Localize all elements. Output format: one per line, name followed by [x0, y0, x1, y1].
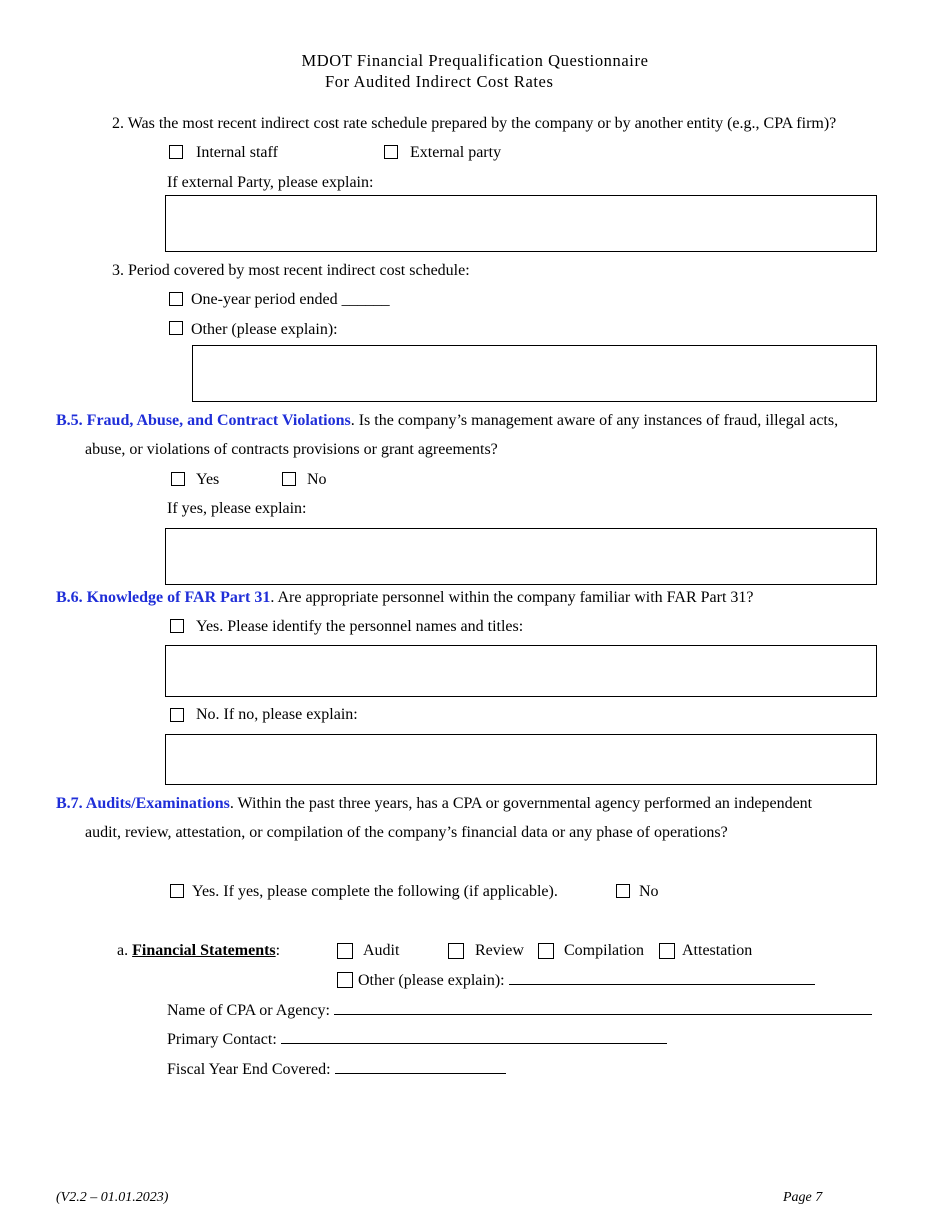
fs-other-checkbox[interactable]	[337, 972, 353, 988]
b5-no-label: No	[307, 471, 327, 488]
b6-explain-field[interactable]	[165, 734, 877, 785]
b7-no-checkbox[interactable]	[616, 884, 630, 898]
external-party-label: External party	[410, 144, 502, 161]
cpa-name-line	[167, 1000, 872, 1021]
q3-other-explain-field[interactable]	[192, 345, 877, 402]
internal-staff-label: Internal staff	[196, 144, 278, 161]
b5-yes-label: Yes	[196, 471, 220, 488]
cpa-name-label: Name of CPA or Agency:	[167, 1002, 334, 1019]
fs-other-line	[358, 970, 815, 991]
fiscal-year-blank[interactable]	[335, 1059, 506, 1074]
b6-heading: B.6. Knowledge of FAR Part 31	[56, 589, 271, 606]
attestation-checkbox[interactable]	[659, 943, 675, 959]
page-title: MDOT Financial Prequalification Questionnaire	[301, 51, 649, 70]
b7-yes-checkbox[interactable]	[170, 884, 184, 898]
b6-paragraph	[56, 588, 753, 608]
primary-contact-label: Primary Contact:	[167, 1031, 281, 1048]
compilation-label: Compilation	[564, 942, 644, 959]
page-subtitle: For Audited Indirect Cost Rates	[325, 72, 554, 91]
b7-text-line2: audit, review, attestation, or compilation of the company’s financial data or any phase of operations?	[85, 824, 728, 841]
audit-checkbox[interactable]	[337, 943, 353, 959]
b7-heading: B.7. Audits/Examinations	[56, 795, 230, 812]
fs-prefix: a.	[117, 942, 133, 959]
b6-no-label: No. If no, please explain:	[196, 706, 358, 723]
b6-yes-label: Yes. Please identify the personnel names and titles:	[196, 618, 524, 635]
b5-paragraph	[56, 406, 894, 464]
question-2-text: 2. Was the most recent indirect cost rate schedule prepared by the company or by another entity (e.g., CPA firm)?	[112, 115, 837, 132]
q3-other-label: Other (please explain):	[191, 321, 338, 338]
q2-explain-field[interactable]	[165, 195, 877, 252]
footer-page-number: Page 7	[783, 1190, 823, 1205]
b5-text-line2: abuse, or violations of contracts provisions or grant agreements?	[85, 441, 498, 458]
review-checkbox[interactable]	[448, 943, 464, 959]
footer-version: (V2.2 – 01.01.2023)	[56, 1190, 169, 1205]
compilation-checkbox[interactable]	[538, 943, 554, 959]
b6-no-checkbox[interactable]	[170, 708, 184, 722]
fs-colon: :	[275, 942, 281, 959]
b6-personnel-field[interactable]	[165, 645, 877, 697]
b5-yes-checkbox[interactable]	[171, 472, 185, 486]
b7-no-label: No	[639, 883, 659, 900]
b7-paragraph	[56, 789, 894, 847]
fs-other-blank[interactable]	[509, 970, 815, 985]
b7-yes-label: Yes. If yes, please complete the following (if applicable).	[192, 883, 558, 900]
b6-text: . Are appropriate personnel within the company familiar with FAR Part 31?	[270, 589, 754, 606]
fs-other-label: Other (please explain):	[358, 972, 509, 989]
internal-staff-checkbox[interactable]	[169, 145, 183, 159]
question-3-text: 3. Period covered by most recent indirect cost schedule:	[112, 262, 470, 279]
fiscal-year-line	[167, 1059, 506, 1080]
b7-text-line1: . Within the past three years, has a CPA or governmental agency performed an independent	[229, 795, 813, 812]
cpa-name-blank[interactable]	[334, 1000, 872, 1015]
one-year-label: One-year period ended ______	[191, 291, 390, 308]
one-year-checkbox[interactable]	[169, 292, 183, 306]
fs-heading: Financial Statements	[132, 942, 276, 959]
b5-explain-label: If yes, please explain:	[167, 500, 307, 517]
b5-heading: B.5. Fraud, Abuse, and Contract Violations	[56, 412, 351, 429]
review-label: Review	[475, 942, 524, 959]
q3-other-checkbox[interactable]	[169, 321, 183, 335]
b5-text-line1: . Is the company’s management aware of any instances of fraud, illegal acts,	[350, 412, 839, 429]
primary-contact-line	[167, 1029, 667, 1050]
q2-explain-label: If external Party, please explain:	[167, 174, 374, 191]
audit-label: Audit	[363, 942, 400, 959]
fiscal-year-label: Fiscal Year End Covered:	[167, 1061, 335, 1078]
b5-no-checkbox[interactable]	[282, 472, 296, 486]
b5-explain-field[interactable]	[165, 528, 877, 585]
attestation-label: Attestation	[682, 942, 753, 959]
financial-statements-label	[117, 941, 280, 961]
b6-yes-checkbox[interactable]	[170, 619, 184, 633]
primary-contact-blank[interactable]	[281, 1029, 667, 1044]
external-party-checkbox[interactable]	[384, 145, 398, 159]
